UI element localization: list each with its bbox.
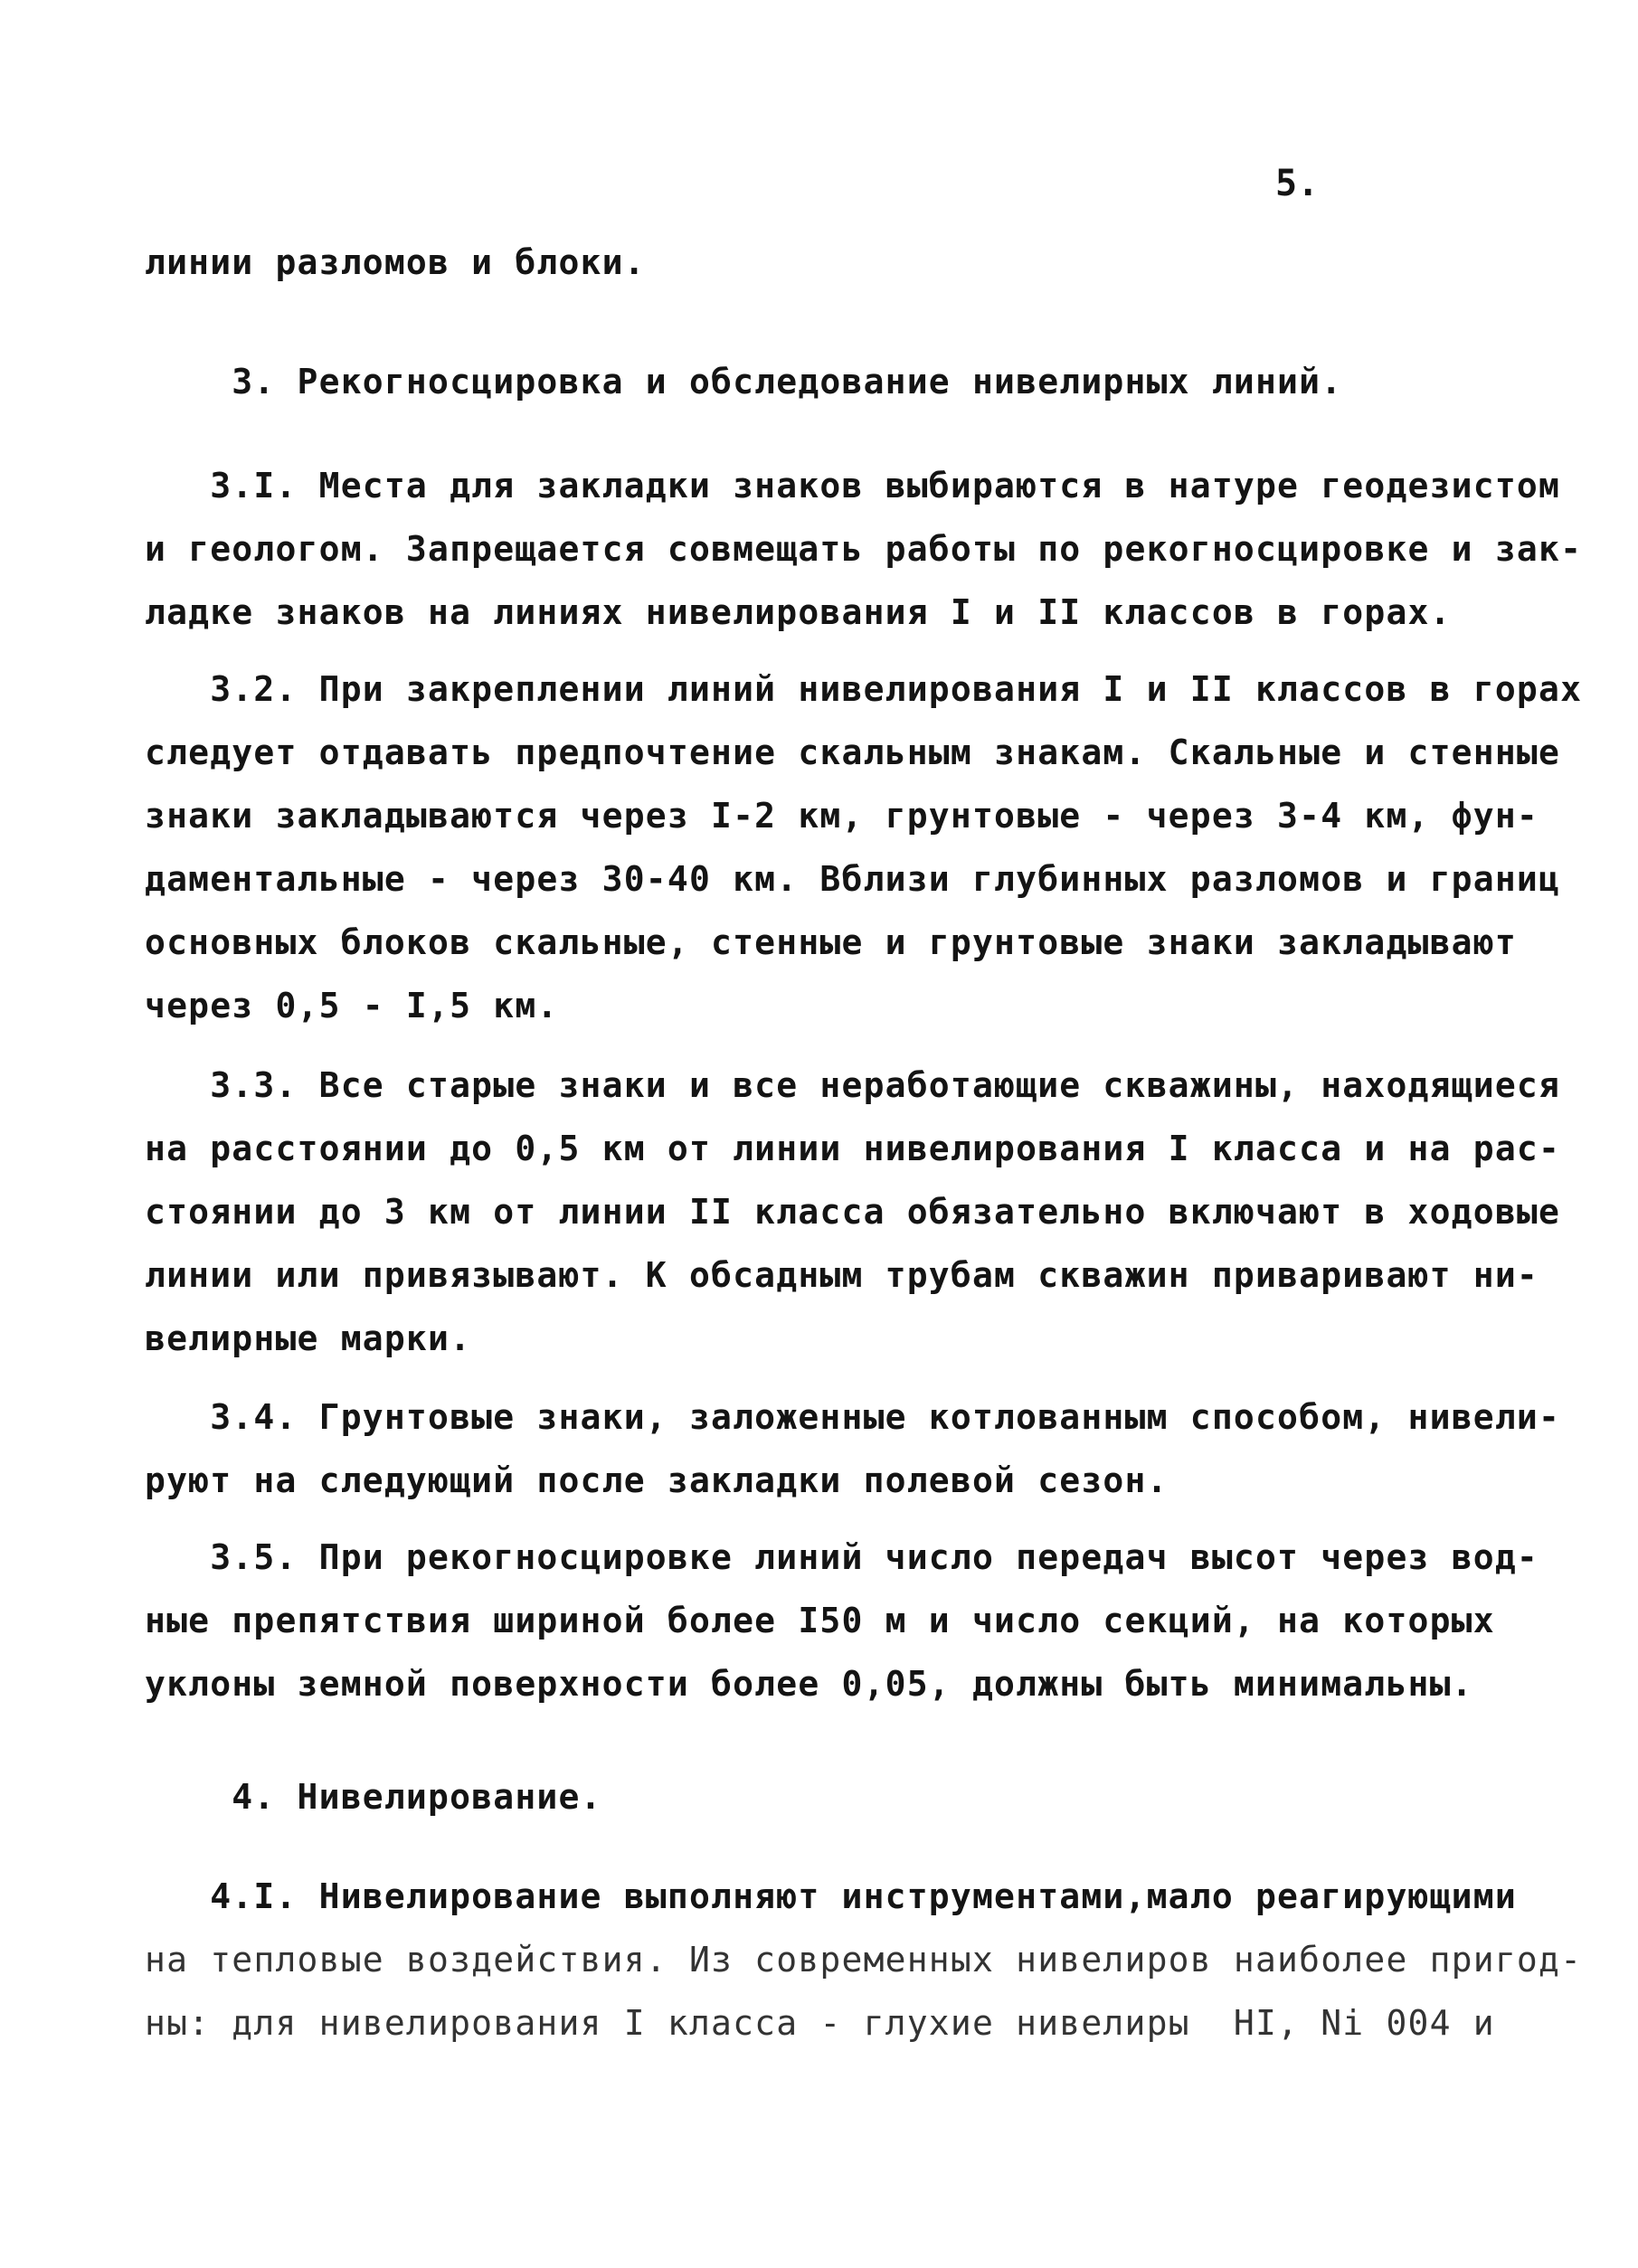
- text-line: на тепловые воздействия. Из современных нивелиров наиболее пригод-: [145, 1940, 1583, 1980]
- text-line: следует отдавать предпочтение скальным знакам. Скальные и стенные: [145, 732, 1561, 772]
- page-number: 5.: [1275, 163, 1320, 204]
- text-line: 3.I. Места для закладки знаков выбираются в натуре геодезистом: [145, 466, 1561, 506]
- text-line: через 0,5 - I,5 км.: [145, 986, 559, 1025]
- text-line: велирные марки.: [145, 1318, 472, 1358]
- text-line: ладке знаков на линиях нивелирования I и II классов в горах.: [145, 592, 1452, 632]
- text-line: на расстоянии до 0,5 км от линии нивелирования I класса и на рас-: [145, 1129, 1561, 1168]
- text-line: 4.I. Нивелирование выполняют инструментами,мало реагирующими: [145, 1876, 1517, 1916]
- text-line: 3.2. При закреплении линий нивелирования I и II классов в горах: [145, 669, 1583, 709]
- text-line: знаки закладываются через I-2 км, грунтовые - через 3-4 км, фун-: [145, 796, 1539, 836]
- text-line: и геологом. Запрещается совмещать работы по рекогносцировке и зак-: [145, 529, 1583, 569]
- text-line: основных блоков скальные, стенные и грунтовые знаки закладывают: [145, 922, 1517, 962]
- text-line: 3.4. Грунтовые знаки, заложенные котлованным способом, нивели-: [145, 1397, 1561, 1437]
- text-line: руют на следующий после закладки полевой сезон.: [145, 1460, 1169, 1500]
- section-heading-4: 4. Нивелирование.: [145, 1777, 602, 1817]
- text-line: даментальные - через 30-40 км. Вблизи глубинных разломов и границ: [145, 859, 1561, 899]
- text-line: 3.3. Все старые знаки и все неработающие скважины, находящиеся: [145, 1065, 1561, 1105]
- text-line: линии разломов и блоки.: [145, 242, 646, 282]
- text-line: 3.5. При рекогносцировке линий число передач высот через вод-: [145, 1537, 1539, 1577]
- text-line: линии или привязывают. К обсадным трубам скважин приваривают ни-: [145, 1255, 1539, 1295]
- text-line: стоянии до 3 км от линии II класса обязательно включают в ходовые: [145, 1192, 1561, 1232]
- text-line: ные препятствия шириной более I50 м и число секций, на которых: [145, 1601, 1495, 1640]
- text-line: уклоны земной поверхности более 0,05, должны быть минимальны.: [145, 1664, 1473, 1704]
- section-heading-3: 3. Рекогносцировка и обследование нивелирных линий.: [145, 362, 1343, 402]
- text-line: ны: для нивелирования I класса - глухие нивелиры НI, Ni 004 и: [145, 2003, 1495, 2043]
